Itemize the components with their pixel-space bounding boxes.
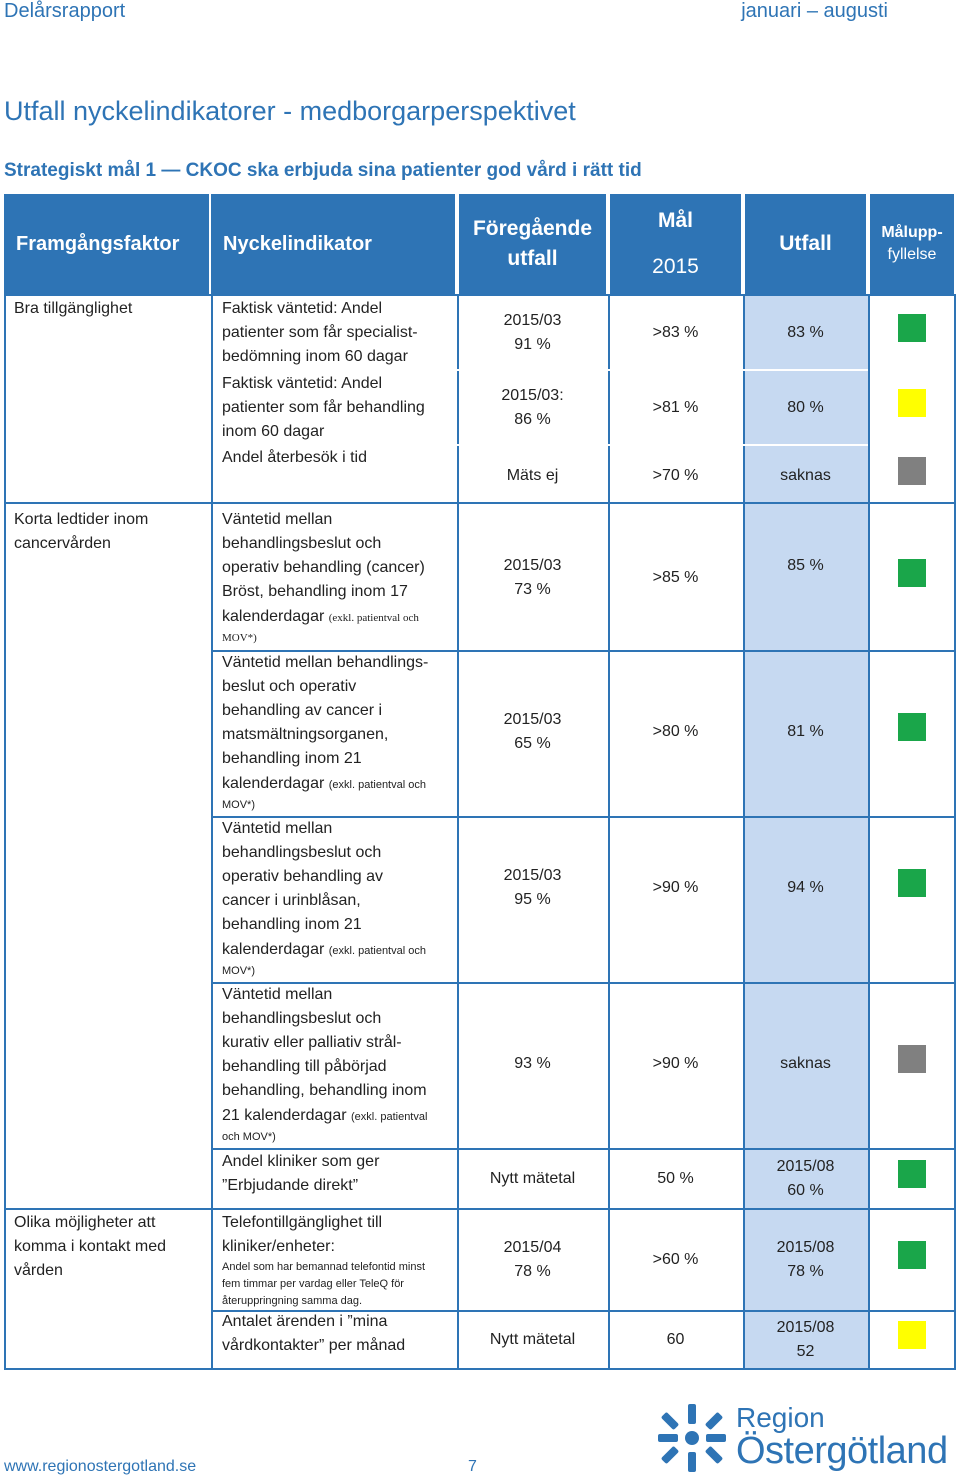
indicator-text: patienter som får behandling	[222, 399, 425, 416]
indicator-note: MOV*)	[222, 632, 257, 644]
col-utfall-label: Utfall	[779, 232, 832, 255]
group-korta-ledtider-line2: cancervården	[14, 535, 111, 552]
previous-value: 73 %	[514, 581, 551, 598]
indicator-text: patienter som får specialist-	[222, 324, 418, 341]
indicator-text: matsmältningsorganen,	[222, 726, 389, 743]
previous-value: Nytt mätetal	[489, 1170, 576, 1187]
result-period: 2015/08	[776, 1158, 835, 1175]
status-green-square	[898, 1241, 926, 1269]
indicator-text: Telefontillgänglighet till	[222, 1214, 383, 1231]
logo-text-region: Region	[736, 1402, 825, 1433]
page-subtitle: Strategiskt mål 1 — CKOC ska erbjuda sina patienter god vård i rätt tid	[4, 160, 642, 181]
previous-value: 95 %	[514, 891, 551, 908]
indicator-note: och MOV*)	[222, 1131, 276, 1143]
previous-value: 93 %	[514, 1055, 551, 1072]
col-mal-line2: 2015	[652, 255, 699, 278]
indicator-note: (exkl. patientval och	[328, 612, 419, 624]
status-green-square	[898, 314, 926, 342]
indicator-text: Bröst, behandling inom 17	[222, 583, 408, 600]
indicator-text: kurativ eller palliativ strål-	[222, 1034, 402, 1051]
previous-value: 86 %	[514, 411, 551, 428]
group-korta-ledtider-line1: Korta ledtider inom	[14, 511, 149, 528]
goal-value: >83 %	[652, 324, 699, 341]
previous-value: 91 %	[514, 336, 551, 353]
indicator-note: fem timmar per vardag eller TeleQ för	[222, 1278, 404, 1290]
status-green-square	[898, 713, 926, 741]
col-maluppfyllelse	[870, 194, 954, 294]
indicator-text: inom 60 dagar	[222, 423, 325, 440]
indicator-note: MOV*)	[222, 799, 255, 811]
status-green-square	[898, 869, 926, 897]
previous-value: 65 %	[514, 735, 551, 752]
indicator-text	[222, 938, 426, 962]
previous-period: 2015/03	[503, 711, 562, 728]
status-yellow-square	[898, 389, 926, 417]
indicator-text: behandling, behandling inom	[222, 1082, 427, 1099]
indicator-note: återuppringning samma dag.	[222, 1295, 363, 1307]
result-value: 52	[796, 1343, 815, 1360]
status-green-square	[898, 559, 926, 587]
indicator-text: cancer i urinblåsan,	[222, 892, 361, 909]
previous-value: Nytt mätetal	[489, 1331, 576, 1348]
result-period: 2015/08	[776, 1239, 835, 1256]
group-kontakt-line3: vården	[14, 1262, 63, 1279]
previous-period: 2015/04	[503, 1239, 562, 1256]
indicator-text: operativ behandling (cancer)	[222, 559, 425, 576]
col-foregaende-line2: utfall	[507, 247, 558, 270]
group-kontakt-line1: Olika möjligheter att	[14, 1214, 156, 1231]
indicator-text: Andel återbesök i tid	[222, 449, 367, 466]
result-value: 80 %	[787, 399, 824, 416]
result-value: 78 %	[787, 1263, 824, 1280]
goal-value: 60	[666, 1331, 685, 1348]
report-name: Delårsrapport	[4, 0, 126, 22]
status-yellow-square	[898, 1321, 926, 1349]
col-foregaende	[459, 194, 606, 294]
indicator-text: behandlingsbeslut och	[222, 1010, 382, 1027]
goal-value: >70 %	[652, 467, 699, 484]
goal-value: >90 %	[652, 1055, 699, 1072]
indicator-text: Väntetid mellan	[222, 986, 333, 1003]
indicator-text: behandling av cancer i	[222, 702, 383, 719]
goal-value: >81 %	[652, 399, 699, 416]
previous-value: Mäts ej	[506, 467, 559, 484]
indicator-text: ”Erbjudande direkt”	[222, 1177, 359, 1194]
goal-value: >60 %	[652, 1251, 699, 1268]
indicator-note: (exkl. patientval och	[328, 945, 426, 957]
previous-period: 2015/03	[503, 867, 562, 884]
indicator-text-end: kalenderdagar	[222, 608, 325, 625]
previous-period: 2015/03	[503, 557, 562, 574]
group-bra-tillganglighet: Bra tillgänglighet	[14, 300, 133, 317]
indicator-text	[222, 772, 426, 796]
result-value: 94 %	[787, 879, 824, 896]
report-period: januari – augusti	[741, 0, 888, 22]
indicator-note: Andel som har bemannad telefontid minst	[222, 1261, 426, 1273]
logo-mark-icon	[656, 1400, 728, 1476]
goal-value: >85 %	[652, 569, 699, 586]
result-value: 83 %	[787, 324, 824, 341]
status-grey-square	[898, 1045, 926, 1073]
col-foregaende-line1: Föregående	[472, 217, 593, 240]
indicator-text: Faktisk väntetid: Andel	[222, 375, 383, 392]
indicator-text-end: 21 kalenderdagar	[222, 1107, 347, 1124]
indicator-text: Antalet ärenden i ”mina	[222, 1313, 388, 1330]
result-value: 60 %	[787, 1182, 824, 1199]
indicator-text	[222, 1104, 427, 1128]
result-value: saknas	[780, 1055, 831, 1072]
indicator-text: Väntetid mellan behandlings-	[222, 654, 429, 671]
indicator-note: (exkl. patientval	[351, 1111, 428, 1123]
goal-value: >80 %	[652, 723, 699, 740]
indicator-text: vårdkontakter” per månad	[222, 1337, 406, 1354]
page-number: 7	[468, 1458, 477, 1475]
previous-period: 2015/03	[503, 312, 562, 329]
col-maluppfyllelse-line1: Målupp-	[881, 224, 943, 241]
indicator-text-end: kalenderdagar	[222, 941, 325, 958]
col-nyckelindikator	[211, 194, 455, 294]
indicator-text: Andel kliniker som ger	[222, 1153, 380, 1170]
result-value: 85 %	[787, 557, 824, 574]
indicator-text: behandlingsbeslut och	[222, 535, 382, 552]
indicator-text	[222, 605, 419, 629]
result-value: 81 %	[787, 723, 824, 740]
indicator-text: Väntetid mellan	[222, 511, 333, 528]
indicator-text: Faktisk väntetid: Andel	[222, 300, 383, 317]
indicator-note: (exkl. patientval och	[328, 779, 426, 791]
result-value: saknas	[780, 467, 831, 484]
col-maluppfyllelse-line2: fyllelse	[887, 246, 937, 263]
col-framgangsfaktor	[4, 194, 209, 294]
region-ostergotland-logo	[656, 1400, 956, 1478]
indicator-text: bedömning inom 60 dagar	[222, 348, 408, 365]
indicator-text: behandling inom 21	[222, 916, 362, 933]
goal-value: >90 %	[652, 879, 699, 896]
col-nyckelindikator-label: Nyckelindikator	[223, 232, 372, 255]
page-title: Utfall nyckelindikatorer - medborgarperspektivet	[4, 96, 576, 126]
indicator-text: beslut och operativ	[222, 678, 357, 695]
status-grey-square	[898, 457, 926, 485]
indicator-text-end: kalenderdagar	[222, 775, 325, 792]
logo-text-ostergotland: Östergötland	[736, 1430, 948, 1472]
col-mal-line1: Mål	[657, 209, 693, 232]
indicator-text: Väntetid mellan	[222, 820, 333, 837]
group-kontakt-line2: komma i kontakt med	[14, 1238, 167, 1255]
indicator-text: behandlingsbeslut och	[222, 844, 382, 861]
indicator-text: kliniker/enheter:	[222, 1238, 335, 1255]
indicator-text: operativ behandling av	[222, 868, 384, 885]
goal-value: 50 %	[657, 1170, 694, 1187]
col-utfall	[745, 194, 866, 294]
result-period: 2015/08	[776, 1319, 835, 1336]
previous-period: 2015/03:	[501, 387, 564, 404]
status-green-square	[898, 1160, 926, 1188]
col-framgangsfaktor-label: Framgångsfaktor	[16, 232, 180, 255]
col-mal	[610, 194, 741, 294]
indicator-note: MOV*)	[222, 965, 255, 977]
footer-url[interactable]: www.regionostergotland.se	[4, 1458, 197, 1475]
indicator-text: behandling till påbörjad	[222, 1058, 387, 1075]
previous-value: 78 %	[514, 1263, 551, 1280]
indicator-text: behandling inom 21	[222, 750, 362, 767]
